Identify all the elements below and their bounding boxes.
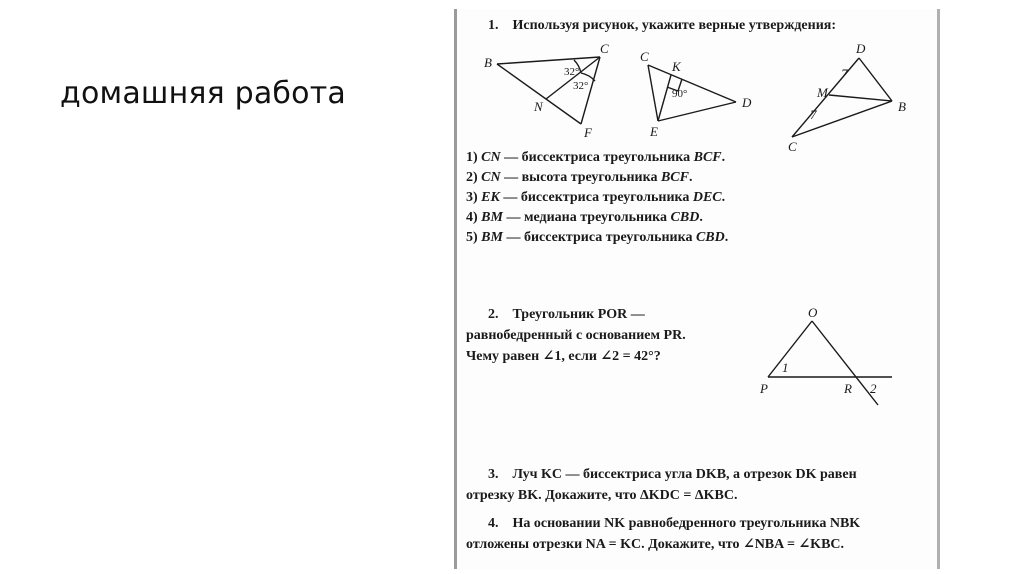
statement-3-segment: EK <box>481 190 500 205</box>
fig3-seg-top: 7 <box>841 66 848 81</box>
fig-task2-label-p: P <box>760 381 768 396</box>
statement-3-num: 3) <box>466 190 478 205</box>
statement-3-end: . <box>721 190 726 205</box>
task2-line2: равнобедренный с основанием PR. <box>466 328 686 343</box>
task4-line1-text: На основании NK равнобедренного треугольника NBK <box>512 516 861 531</box>
fig2-segment-ek <box>658 75 671 121</box>
fig2-side-cd <box>648 65 736 102</box>
fig2-side-ed <box>658 102 736 121</box>
statement-3-text: — биссектриса треугольника <box>499 190 693 205</box>
statement-1-triangle: BCF <box>693 150 722 165</box>
statement-1-end: . <box>721 150 726 165</box>
fig1-label-n: N <box>534 99 543 114</box>
task2-number: 2. <box>488 307 499 322</box>
statement-4 <box>466 209 703 226</box>
task2-line3: Чему равен ∠1, если ∠2 = 42°? <box>466 349 661 364</box>
task1-figure2 <box>624 39 764 139</box>
fig3-side-db <box>859 58 892 101</box>
fig2-label-e: E <box>650 124 658 139</box>
fig-task2-angle-1: 1 <box>782 360 789 375</box>
statement-4-end: . <box>699 210 703 225</box>
fig-task2-label-r: R <box>844 381 852 396</box>
fig2-side-ce <box>648 65 658 121</box>
sheet-right-edge <box>937 9 940 569</box>
statement-5-text: — биссектриса треугольника <box>502 230 696 245</box>
task4-line1 <box>488 515 860 532</box>
task3-number: 3. <box>488 467 499 482</box>
statement-4-num: 4) <box>466 210 478 225</box>
task1-figure3 <box>774 39 914 154</box>
worksheet-image <box>454 9 940 569</box>
statement-5-segment: BM <box>481 230 503 245</box>
statement-1 <box>466 149 725 166</box>
fig3-median-bm <box>829 95 892 101</box>
statement-1-num: 1) <box>466 150 478 165</box>
fig1-side-bc <box>497 57 600 64</box>
task1-figure1 <box>454 39 614 139</box>
statement-3-triangle: DEC <box>692 190 722 205</box>
fig1-label-c: C <box>600 41 609 56</box>
statement-2-text: — высота треугольника <box>500 170 661 185</box>
fig1-angle-top: 32° <box>564 66 580 78</box>
task1-header <box>488 17 836 34</box>
fig1-label-b: B <box>484 55 492 70</box>
statement-5-end: . <box>724 230 729 245</box>
fig3-label-b: B <box>898 99 906 114</box>
fig3-label-m: M <box>817 85 828 100</box>
statement-5-num: 5) <box>466 230 478 245</box>
statement-2-triangle: BCF <box>660 170 689 185</box>
fig2-label-k: K <box>672 59 681 74</box>
statement-2 <box>466 169 692 186</box>
fig1-angle-bottom: 32° <box>573 80 589 92</box>
fig2-label-c: C <box>640 49 649 64</box>
fig3-label-d: D <box>856 41 866 56</box>
task4-line2: отложены отрезки NA = KC. Докажите, что ∠NBA = ∠KBC. <box>466 537 845 552</box>
statement-2-num: 2) <box>466 170 478 185</box>
fig3-seg-bottom: 7 <box>810 107 817 122</box>
fig-task2-side-op <box>768 321 812 377</box>
statement-3 <box>466 189 725 206</box>
fig-task2-angle-2: 2 <box>870 381 877 396</box>
statement-2-end: . <box>688 170 693 185</box>
task2-line1-text: Треугольник POR — <box>512 307 645 322</box>
task3-line2: отрезку BK. Докажите, что ΔKDC = ΔKBC. <box>466 488 738 503</box>
statement-4-segment: BM <box>481 210 503 225</box>
statement-5 <box>466 229 728 246</box>
task2-line1 <box>488 306 645 323</box>
statement-4-triangle: CBD <box>670 210 700 225</box>
fig2-label-d: D <box>742 95 752 110</box>
fig1-label-f: F <box>584 125 592 140</box>
statement-2-segment: CN <box>481 170 501 185</box>
task3-line1 <box>488 466 857 483</box>
task3-line1-text: Луч KC — биссектриса угла DKB, а отрезок DK равен <box>512 467 857 482</box>
task1-number: 1. <box>488 18 499 33</box>
task2-figure <box>750 305 900 410</box>
task4-number: 4. <box>488 516 499 531</box>
statement-1-text: — биссектриса треугольника <box>500 150 694 165</box>
slide-title: домашняя работа <box>60 76 346 111</box>
fig2-angle: 90° <box>672 88 688 100</box>
statement-4-text: — медиана треугольника <box>502 210 671 225</box>
fig3-label-c: C <box>788 139 797 154</box>
fig-task2-label-o: O <box>808 305 818 320</box>
task1-prompt: Используя рисунок, укажите верные утверждения: <box>512 18 837 33</box>
statement-5-triangle: CBD <box>695 230 725 245</box>
statement-1-segment: CN <box>481 150 501 165</box>
